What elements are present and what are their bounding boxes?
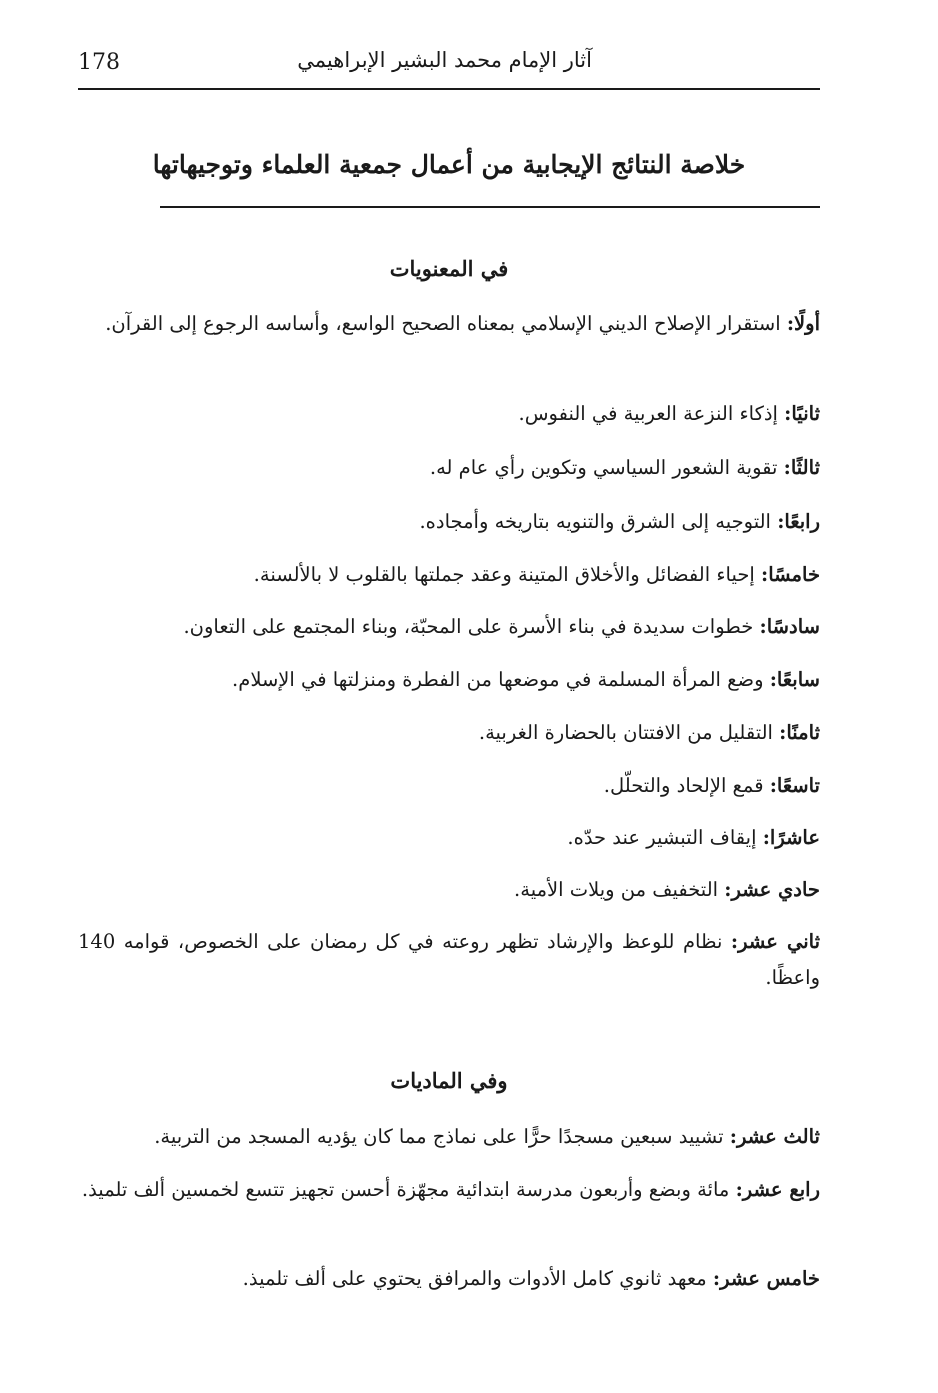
- item-text: معهد ثانوي كامل الأدوات والمرافق يحتوي على ألف تلميذ.: [242, 1267, 707, 1290]
- list-item: [78, 450, 820, 486]
- item-label: خامس عشر:: [712, 1267, 820, 1290]
- header-rule: [78, 88, 820, 90]
- list-item: [78, 609, 820, 645]
- item-text: تقوية الشعور السياسي وتكوين رأي عام له.: [429, 456, 778, 479]
- item-label: ثالث عشر:: [729, 1125, 820, 1148]
- item-text: وضع المرأة المسلمة في موضعها من الفطرة ومنزلتها في الإسلام.: [232, 668, 764, 691]
- title-rule: [160, 206, 820, 208]
- list-item: [78, 820, 820, 856]
- item-text: التخفيف من ويلات الأمية.: [514, 878, 719, 901]
- item-label: أولًا:: [786, 312, 820, 335]
- item-text: تشييد سبعين مسجدًا حرًّا على نماذج مما كان يؤديه المسجد من التربية.: [154, 1125, 724, 1148]
- list-item: [78, 1261, 820, 1297]
- item-label: رابع عشر:: [735, 1178, 820, 1201]
- item-label: تاسعًا:: [769, 774, 820, 797]
- item-text: التوجيه إلى الشرق والتنويه بتاريخه وأمجاده.: [419, 510, 771, 533]
- list-item: [78, 1172, 820, 1208]
- item-label: رابعًا:: [777, 510, 820, 533]
- list-item: [78, 1119, 820, 1155]
- item-text: إذكاء النزعة العربية في النفوس.: [518, 402, 778, 425]
- running-title: آثار الإمام محمد البشير الإبراهيمي: [297, 48, 592, 72]
- section-heading-material: وفي الماديات: [390, 1068, 508, 1093]
- list-item: [78, 557, 820, 593]
- item-text: إحياء الفضائل والأخلاق المتينة وعقد جملتها بالقلوب لا بالألسنة.: [253, 563, 755, 586]
- item-label: ثامنًا:: [779, 721, 820, 744]
- chapter-title: خلاصة النتائج الإيجابية من أعمال جمعية العلماء وتوجيهاتها: [152, 150, 746, 179]
- running-header: [78, 48, 820, 84]
- item-label: خامسًا:: [761, 563, 820, 586]
- list-item: [78, 396, 820, 432]
- list-item: [78, 504, 820, 540]
- item-text: مائة وبضع وأربعون مدرسة ابتدائية مجهّزة أحسن تجهيز تتسع لخمسين ألف تلميذ.: [81, 1178, 730, 1201]
- item-label: سادسًا:: [759, 615, 820, 638]
- item-label: حادي عشر:: [724, 878, 820, 901]
- item-text: خطوات سديدة في بناء الأسرة على المحبّة، وبناء المجتمع على التعاون.: [183, 615, 754, 638]
- list-item: [78, 662, 820, 698]
- item-label: ثالثًا:: [783, 456, 820, 479]
- item-text: استقرار الإصلاح الديني الإسلامي بمعناه الصحيح الواسع، وأساسه الرجوع إلى القرآن.: [105, 312, 781, 335]
- item-text: قمع الإلحاد والتحلّل.: [603, 774, 764, 797]
- item-text: التقليل من الافتتان بالحضارة الغربية.: [478, 721, 773, 744]
- section-heading-moral: في المعنويات: [389, 256, 509, 281]
- item-text: نظام للوعظ والإرشاد تظهر روعته في كل رمضان على الخصوص، قوامه 140 واعظًا.: [78, 930, 820, 989]
- list-item: [78, 872, 820, 908]
- item-label: ثانيًا:: [784, 402, 820, 425]
- list-item: [78, 306, 820, 342]
- list-item: [78, 715, 820, 751]
- item-label: عاشرًا:: [762, 826, 820, 849]
- list-item: [78, 768, 820, 804]
- item-label: ثاني عشر:: [730, 930, 820, 953]
- list-item: [78, 924, 820, 996]
- item-label: سابعًا:: [769, 668, 820, 691]
- page-number: 178: [78, 50, 120, 75]
- item-text: إيقاف التبشير عند حدّه.: [567, 826, 757, 849]
